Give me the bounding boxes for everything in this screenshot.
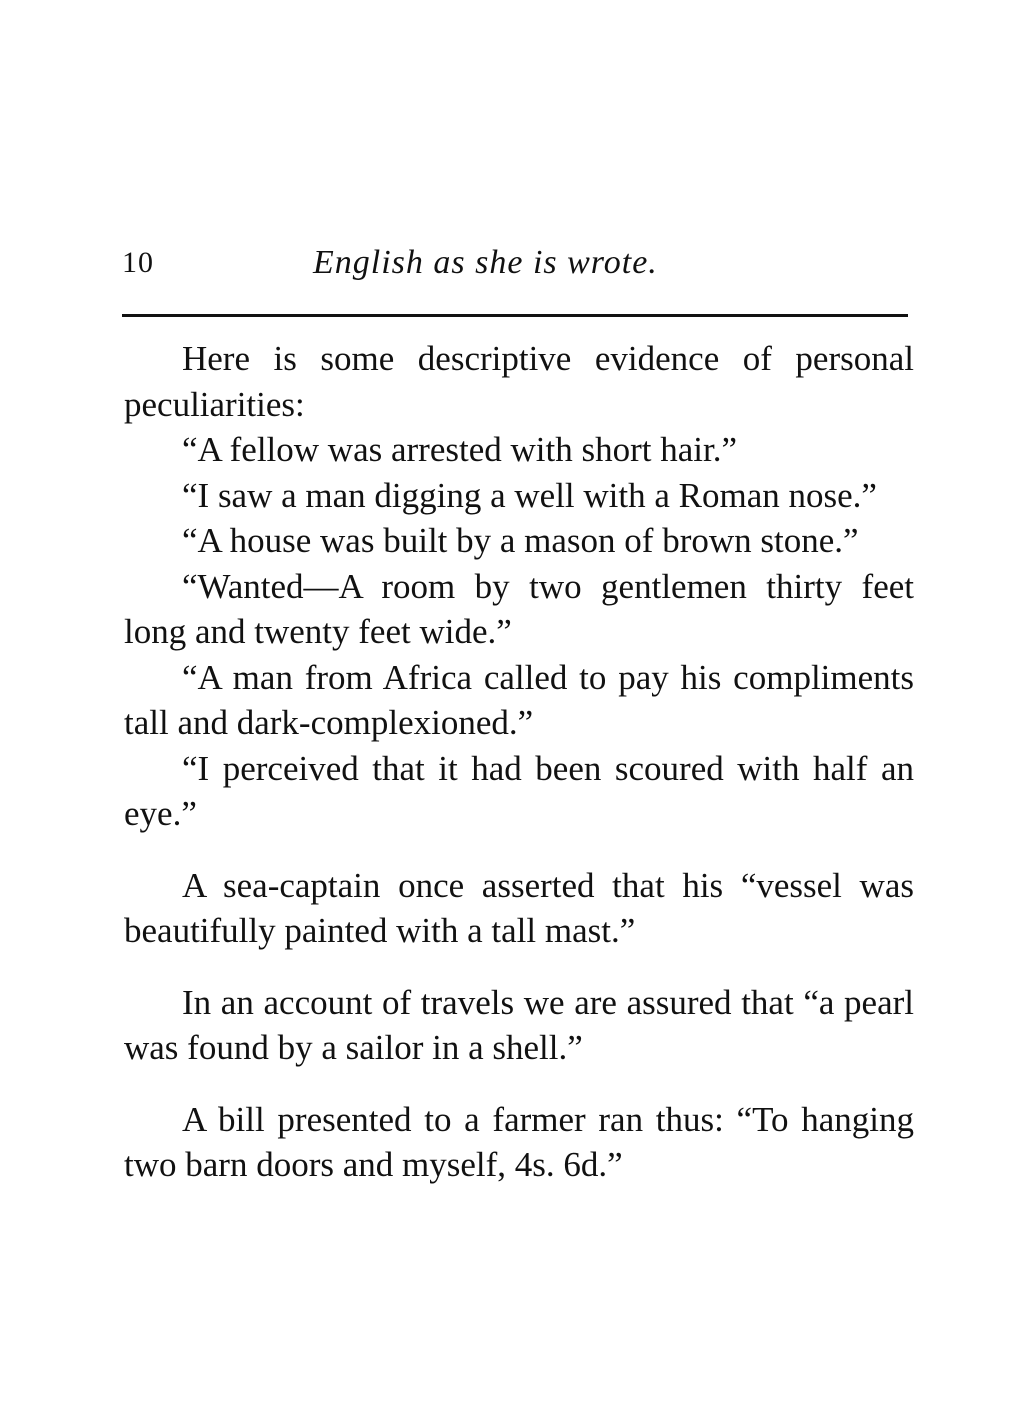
running-title: English as she is wrote. [313,244,658,281]
paragraph-intro: Here is some descriptive evidence of personal peculiarities: [124,339,914,424]
quote-man-from-africa: “A man from Africa called to pay his compliments tall and dark-complexioned.” [124,657,914,742]
quote-short-hair: “A fellow was arrested with short hair.” [182,430,737,469]
quote-wanted-room: “Wanted—A room by two gentlemen thirty feet long and twenty feet wide.” [124,566,914,651]
paragraph-farmer-bill: A bill presented to a farmer ran thus: “To hanging two barn doors and myself, 4s. 6d.” [124,1099,914,1184]
header-rule [122,314,908,317]
page-number: 10 [122,246,154,279]
body-text [124,336,914,1188]
quote-roman-nose: “I saw a man digging a well with a Roman nose.” [182,475,877,515]
paragraph-pearl: In an account of travels we are assured that “a pearl was found by a sailor in a shell.” [124,982,914,1067]
quote-half-an-eye: “I perceived that it had been scoured with half an eye.” [124,748,914,833]
quote-brown-stone: “A house was built by a mason of brown stone.” [182,521,859,560]
paragraph-sea-captain: A sea-captain once asserted that his “vessel was beautifully painted with a tall mast.” [124,865,914,950]
